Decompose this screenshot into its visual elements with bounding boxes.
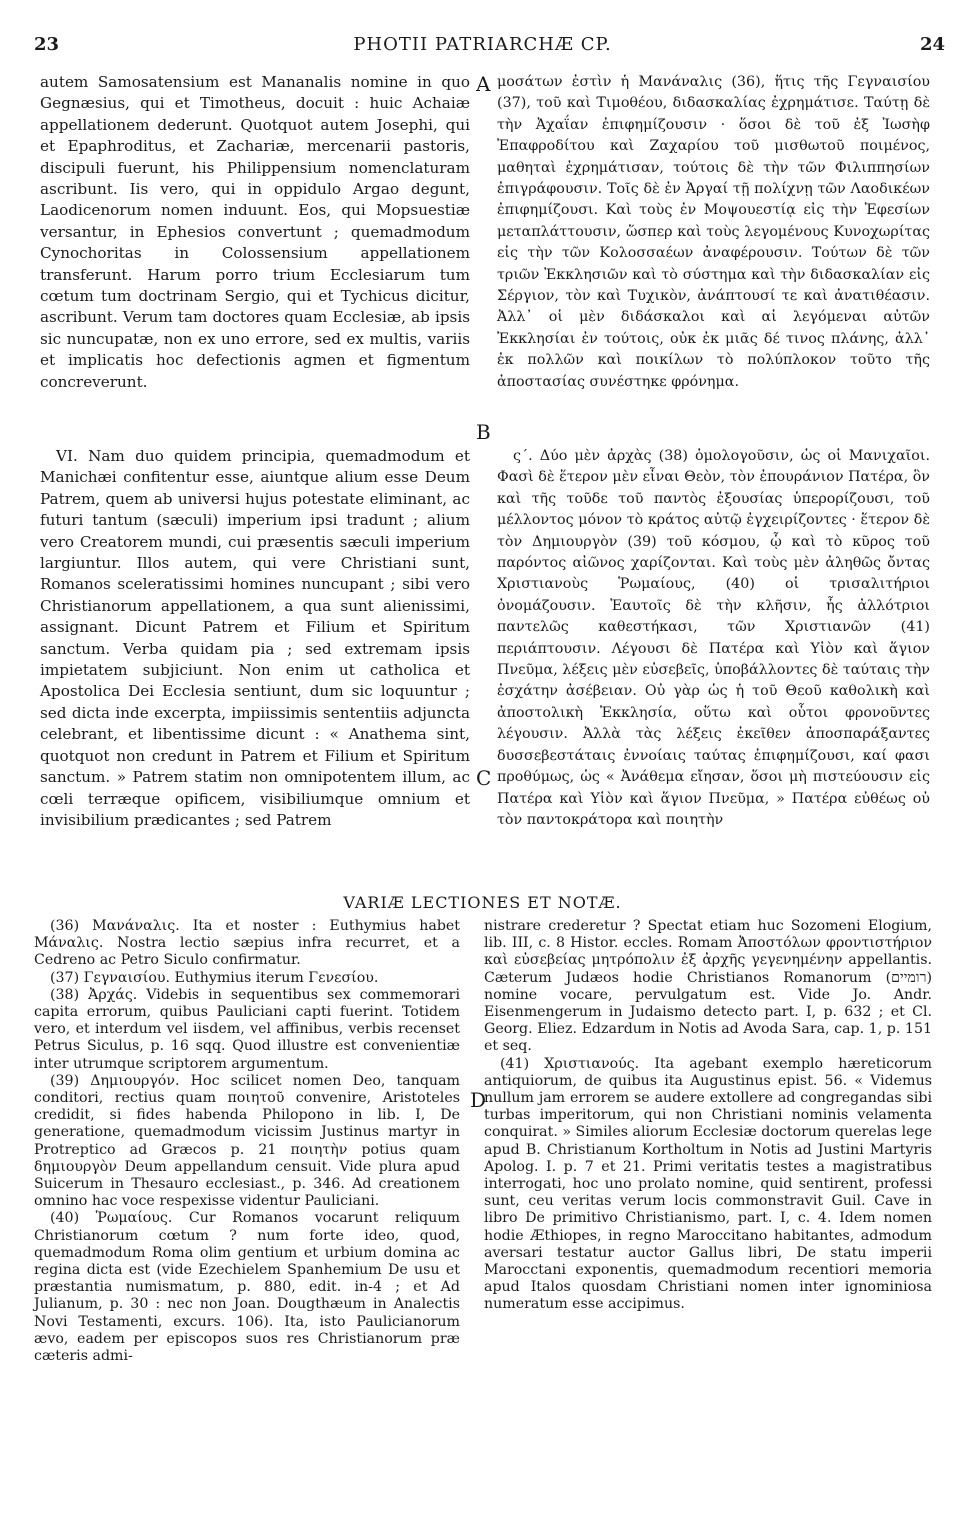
page-number-right: 24	[919, 34, 945, 55]
greek-column-upper	[497, 72, 930, 393]
note-41: (41) Χριστιανούς. Ita agebant exemplo hæreticorum antiquiorum, de quibus ita Augustinus epist. 56. « Videmus nullum jam errorem se audere extollere ad congregandas sibi turbas imperitorum, qui non Christiani nominis velamenta conquirat. » Similes aliorum Ecclesiæ doctorum querelas lege apud B. Christianum Kortholtum in Notis ad Justini Martyris Apolog. I. p. 7 et 21. Primi veritatis testes a magistratibus interrogati, hoc uno prolato nomine, quid sentirent, professi sunt, ceu veritas verum locis commonstravit Guil. Cave in libro De primitivo Christianismo, part. I, c. 4. Idem nomen hodie Æthiopes, in regno Maroccitano habitantes, admodum aversari testatur auctor Gallus libri, De statu imperii Marocctani exponentis, quemadmodum recentiori memoria apud Italos quosdam Christiani nomen inter ignominiosa numeratum esse accipimus.	[484, 1055, 932, 1313]
latin-paragraph-2: VI. Nam duo quidem principia, quemadmodum et Manichæi confitentur esse, aiuntque alium esse Deum Patrem, quem ab universi hujus potestate eliminant, ac futuri tantum (sæculi) imperium ipsi tradunt ; alium vero Creatorem mundi, cui præsentis sæculi imperium largiuntur. Illos autem, qui vere Christiani sunt, Romanos sceleratissimi homines nuncupant ; sibi vero Christianorum appellationem, a qua sunt alienissimi, assignant. Dicunt Patrem et Filium et Spiritum sanctum. Verba quidam pia ; sed extremam ipsis impietatem subjiciunt. Non enim ut catholica et Apostolica Dei Ecclesia sentiunt, dum sic loquuntur ; sed dicta inde excerpta, impiissimis sententiis adjuncta celebrant, et libentissime dicunt : « Anathema sint, quotquot non credunt in Patrem et Filium et Spiritum sanctum. » Patrem statim non omnipotentem illum, ac cœli terræque opificem, visibiliumque omnium et invisibilium prædicantes ; sed Patrem	[40, 447, 470, 829]
note-38: (38) Ἀρχάς. Videbis in sequentibus sex commemorari capita errorum, quibus Pauliciani capti fuerint. Totidem vero, et interdum vel iisdem, vel affinibus, verbis recenset Petrus Siculus, p. 16 sqq. Quod illustre est convenientiæ inter utrumque scriptorem argumentum.	[34, 986, 460, 1072]
page-number-left: 23	[34, 34, 60, 55]
note-37: (37) Γεγναισίου. Euthymius iterum Γενεσίου.	[50, 969, 379, 986]
margin-marker-d: D	[470, 1088, 487, 1112]
notes-heading: VARIÆ LECTIONES ET NOTÆ.	[343, 893, 622, 912]
notes-column-right	[484, 918, 932, 1314]
note-40: (40) Ῥωμαίους. Cur Romanos vocarunt reliquum Christianorum cœtum ? num forte ideo, quod, quemadmodum Roma olim gentium et urbium domina ac regina dicta est (vide Ezechielem Spanhemium De usu et præstantia numismatum, p. 880, edit. in-4 ; et Ad Julianum, p. 30 : nec non Joan. Dougthæum in Analectis Novi Testamenti, excurs. 106). Ita, isto Paulicianorum ævo, eadem per episcopos suos res Christianorum præ cæteris admi-	[34, 1210, 460, 1365]
greek-paragraph-1: μοσάτων ἐστὶν ἡ Μανάναλις (36), ἥτις τῆς Γεγναισίου (37), τοῦ καὶ Τιμοθέου, διδασκαλίας ἐχρημάτισε. Ταύτῃ δὲ τὴν Ἀχαΐαν ἐπιφημίζουσιν · ὅσοι δὲ τοῦ ἐξ Ἰωσὴφ Ἐπαφροδίτου καὶ Ζαχαρίου τοῦ μισθωτοῦ ποιμένος, μαθηταὶ ἐχρημάτισαν, τούτοις δὲ τὴν τῶν Φιλιππησίων ἐπιγράφουσιν. Τοῖς δὲ ἐν Ἀργαί τῇ πολίχνῃ τῶν Λαοδικέων ἐπιφημίζουσι. Καὶ τοὺς ἐν Μοψουεστίᾳ εἰς τὴν Ἐφεσίων μεταπλάττουσιν, ὥσπερ καὶ τοὺς λεγομένους Κυνοχωρίτας εἰς τὴν τῶν Κολοσσαέων ἀναφέρουσιν. Τούτων δὲ τῶν τριῶν Ἐκκλησιῶν καὶ τὸ σύστημα καὶ τὴν διδασκαλίαν εἰς Σέργιον, τὸν καὶ Τυχικὸν, ἀνάπτουσί τε καὶ ἀνατιθέασιν. Ἀλλ᾽ οἱ μὲν διδάσκαλοι καὶ αἱ λεγόμεναι αὐτῶν Ἐκκλησίαι ἐν τούτοις, οὐκ ἐκ μιᾶς δέ τινος πλάνης, ἀλλ᾽ ἐκ πολλῶν καὶ ποικίλων τὸ πολύπλοκον τοῦτο τῆς ἀποστασίας συνέστηκε φρόνημα.	[497, 74, 930, 390]
note-36: (36) Μανάναλις. Ita et noster : Euthymius habet Μάναλις. Nostra lectio sæpius infra recurret, et a Cedreno ac Petro Siculo confirmatur.	[34, 918, 460, 969]
greek-column-lower	[497, 446, 930, 831]
margin-marker-c: C	[476, 766, 492, 790]
latin-column-lower	[40, 446, 470, 831]
margin-marker-b: B	[476, 420, 491, 444]
latin-column-upper	[40, 72, 470, 393]
note-40-continued: nistrare crederetur ? Spectat etiam huc Sozomeni Elogium, lib. III, c. 8 Histor. eccles. Romam Ἀποστόλων φροντιστήριον καὶ εὐσεβείας μητρόπολιν ἐξ ἀρχῆς γεγενημένην appellantis. Cæterum Judæos hodie Christianos Romanorum (רומיים) nomine vocare, pervulgatum est. Vide Jo. Andr. Eisenmengerum in Judaismo detecto part. I, p. 632 ; et Cl. Georg. Eliez. Edzardum in Notis ad Avoda Sara, cap. 1, p. 151 et seq.	[484, 918, 932, 1055]
greek-paragraph-2: ς΄. Δύο μὲν ἀρχὰς (38) ὁμολογοῦσιν, ὡς οἱ Μανιχαῖοι. Φασὶ δὲ ἕτερον μὲν εἶναι Θεὸν, τὸν ἐπουράνιον Πατέρα, ὃν καὶ τῆς τοῦδε τοῦ παντὸς ἐξουσίας ὑπερορίζουσι, τοῦ μέλλοντος μόνον τὸ κράτος αὐτῷ ἐγχειρίζοντες · ἕτερον δὲ τὸν Δημιουργὸν (39) τοῦ κόσμου, ᾧ καὶ τὸ κῦρος τοῦ παρόντος αἰῶνος χαρίζονται. Καὶ τοὺς μὲν ἀληθῶς ὄντας Χριστιανοὺς Ῥωμαίους, (40) οἱ τρισαλιτήριοι ὀνομάζουσιν. Ἑαυτοῖς δὲ τὴν κλῆσιν, ἧς ἀλλότριοι παντελῶς καθεστήκασι, τῶν Χριστιανῶν (41) περιάπτουσιν. Λέγουσι δὲ Πατέρα καὶ Υἱὸν καὶ ἅγιον Πνεῦμα, λέξεις μὲν εὐσεβεῖς, ὑποβάλλοντες δὲ ταύταις τὴν ἐσχάτην ἀσέβειαν. Οὐ γὰρ ὡς ἡ τοῦ Θεοῦ καθολικὴ καὶ ἀποστολικὴ Ἐκκλησία, οὕτω καὶ οὗτοι φρονοῦντες λέγουσιν. Ἀλλὰ τὰς λέξεις ἐκεῖθεν ἀποσπαράξαντες δυσσεβεστάταις ἐννοίαις ταύτας ἐπιφημίζουσι, καί φασι προθύμως, ὡς « Ἀνάθεμα εἴησαν, ὅσοι μὴ πιστεύουσιν εἰς Πατέρα καὶ Υἱὸν καὶ ἅγιον Πνεῦμα, » Πατέρα εὐθέως οὐ τὸν παντοκράτορα καὶ ποιητὴν	[497, 448, 930, 828]
running-title: PHOTII PATRIARCHÆ CP.	[353, 34, 612, 55]
latin-paragraph-1: autem Samosatensium est Mananalis nomine in quo Gegnæsius, qui et Timotheus, docuit : huic Achaiæ appellationem dederunt. Quotquot autem Josephi, qui et Epaphroditus, et Zachariæ, mercenarii pastoris, discipuli fuerunt, his Philippensium nomenclaturam ascribunt. Iis vero, qui in oppidulo Argao degunt, Laodicenorum nomen induunt. Eos, qui Mopsuestiæ versantur, in Ephesios convertunt ; quemadmodum Cynochoritas in Colossensium appellationem transferunt. Harum porro trium Ecclesiarum tum cœtum tum doctrinam Sergio, qui et Tychicus dicitur, ascribunt. Verum tam doctores quam Ecclesiæ, ab ipsis sic nuncupatæ, non ex uno errore, sed ex multis, variis et implicatis hoc defectionis agmen et figmentum concreverunt.	[40, 73, 470, 391]
notes-column-left	[34, 918, 460, 1365]
note-39: (39) Δημιουργόν. Hoc scilicet nomen Deo, tanquam conditori, rectius quam ποιητοῦ convenire, Aristoteles credidit, si fides habenda Philopono in lib. I, De generatione, quemadmodum vicissim Justinus martyr in Protreptico ad Græcos p. 21 ποιητὴν potius quam δημιουργὸν Deum appellandum censuit. Vide plura apud Suicerum in Thesauro ecclesiast., p. 346. Ad creationem omnino hac voce respexisse videntur Pauliciani.	[34, 1072, 460, 1210]
margin-marker-a: A	[476, 72, 491, 96]
